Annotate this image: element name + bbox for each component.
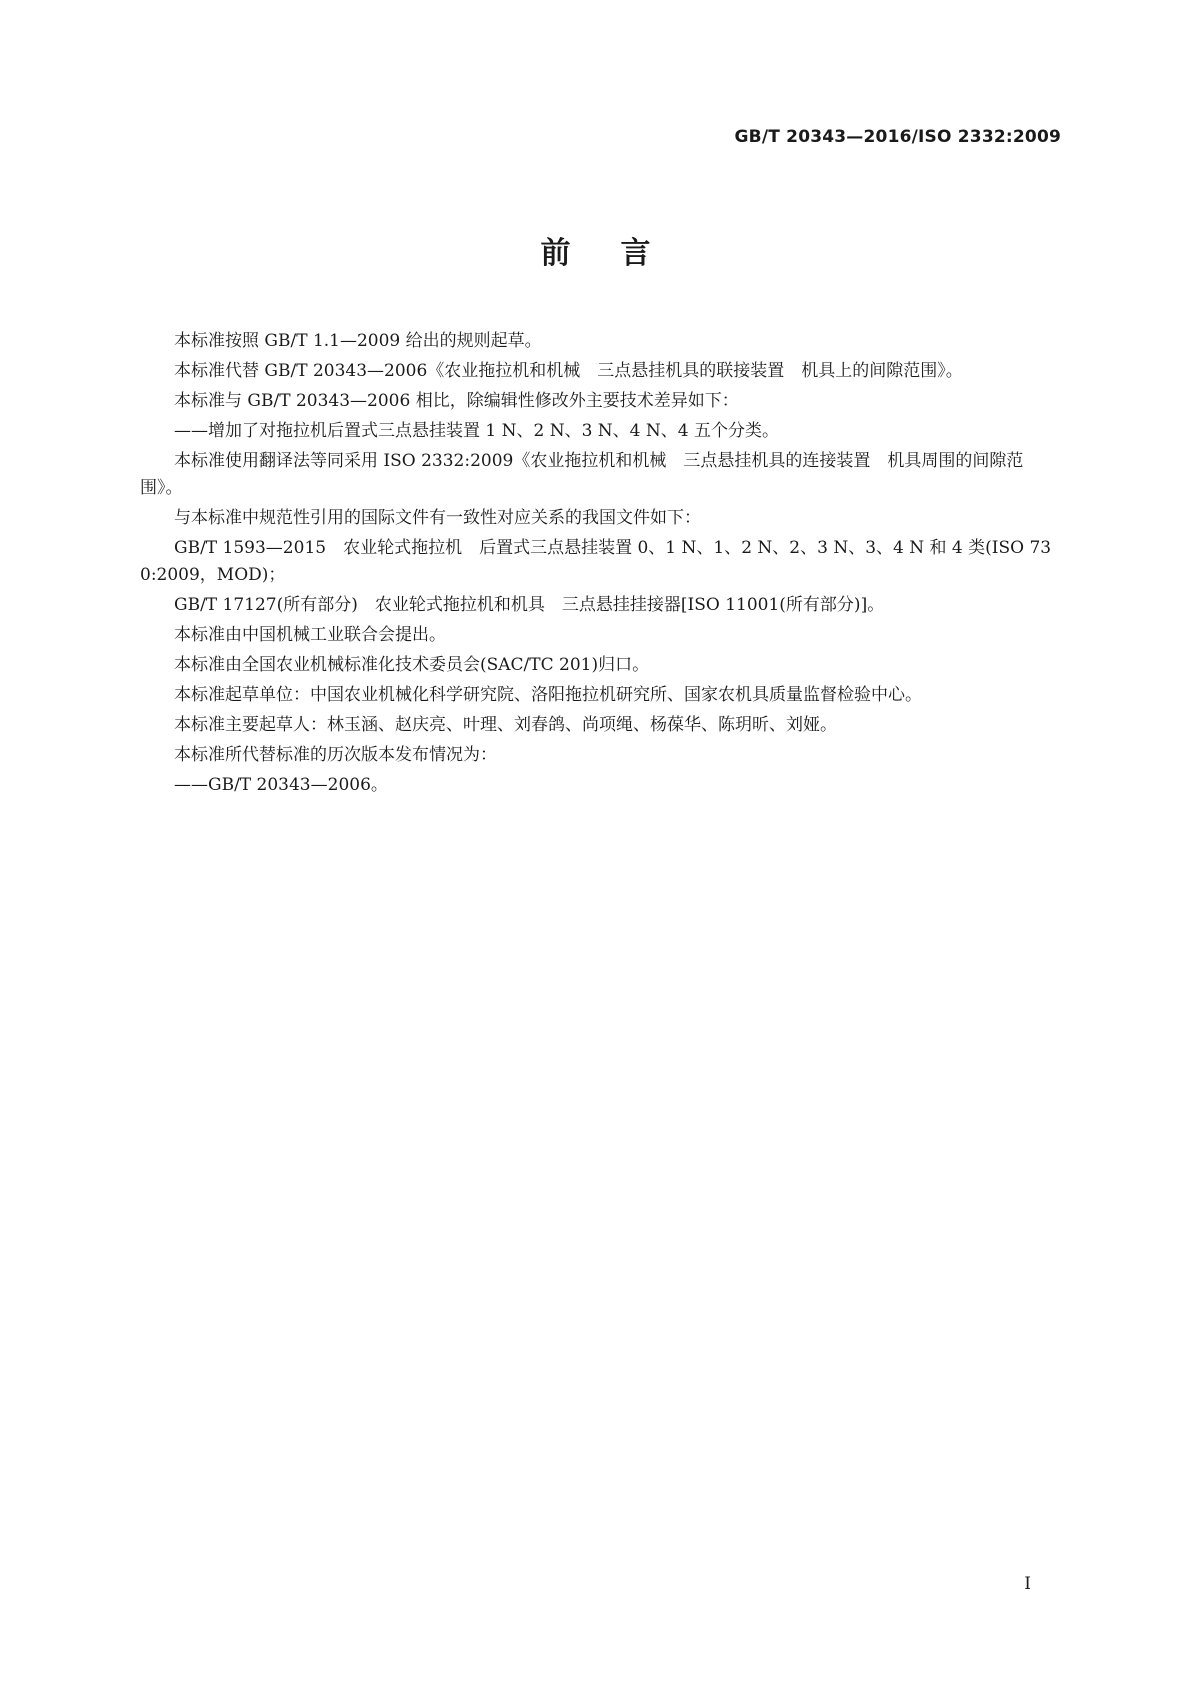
paragraph-differences: 本标准与 GB/T 20343—2006 相比，除编辑性修改外主要技术差异如下： bbox=[174, 391, 739, 411]
paragraph-previous-edition-item: ——GB/T 20343—2006。 bbox=[174, 775, 388, 795]
paragraph-adoption: 本标准使用翻译法等同采用 ISO 2332:2009《农业拖拉机和机械 三点悬挂机具的连接装置 机具周围的间隙范围》。 bbox=[140, 451, 1024, 498]
standard-code-header: GB/T 20343—2016/ISO 2332:2009 bbox=[734, 127, 1061, 147]
foreword-body bbox=[140, 328, 1055, 802]
paragraph-difference-item: ——增加了对拖拉机后置式三点悬挂装置 1 N、2 N、3 N、4 N、4 五个分类。 bbox=[174, 421, 780, 441]
paragraph-under-jurisdiction: 本标准由全国农业机械标准化技术委员会(SAC/TC 201)归口。 bbox=[174, 655, 650, 675]
page-title: 前言 bbox=[540, 236, 701, 271]
paragraph-previous-editions: 本标准所代替标准的历次版本发布情况为： bbox=[174, 745, 497, 765]
paragraph-drafting-rules: 本标准按照 GB/T 1.1—2009 给出的规则起草。 bbox=[174, 331, 542, 351]
paragraph-drafters: 本标准主要起草人：林玉涵、赵庆亮、叶理、刘春鸽、尚项绳、杨葆华、陈玥昕、刘娅。 bbox=[174, 715, 837, 735]
page-number: I bbox=[1024, 1574, 1031, 1594]
paragraph-reference-gbt17127: GB/T 17127(所有部分) 农业轮式拖拉机和机具 三点悬挂挂接器[ISO 11001(所有部分)]。 bbox=[174, 595, 885, 615]
paragraph-replaces: 本标准代替 GB/T 20343—2006《农业拖拉机和机械 三点悬挂机具的联接装置 机具上的间隙范围》。 bbox=[174, 361, 963, 381]
paragraph-proposed-by: 本标准由中国机械工业联合会提出。 bbox=[174, 625, 446, 645]
paragraph-correspondence: 与本标准中规范性引用的国际文件有一致性对应关系的我国文件如下： bbox=[174, 508, 701, 528]
paragraph-drafting-units: 本标准起草单位：中国农业机械化科学研究院、洛阳拖拉机研究所、国家农机具质量监督检验中心。 bbox=[174, 685, 922, 705]
paragraph-reference-gbt1593: GB/T 1593—2015 农业轮式拖拉机 后置式三点悬挂装置 0、1 N、1、2 N、2、3 N、3、4 N 和 4 类(ISO 730:2009，MOD)； bbox=[140, 538, 1052, 585]
